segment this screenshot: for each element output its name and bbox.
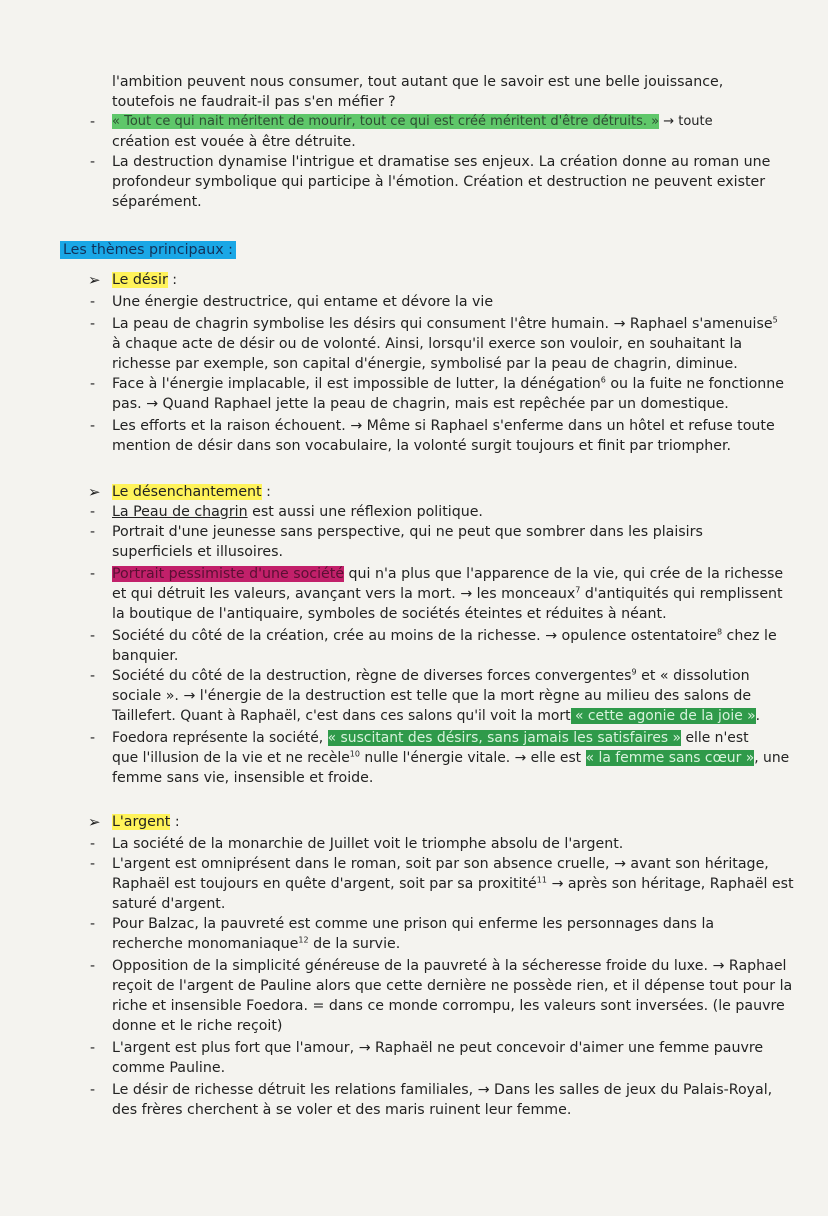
desir-line-5: Face à l'énergie implacable, il est impossible de lutter, la dénégation$^6$ ou la fuite ne fonctionne — [112, 375, 785, 392]
desir-line-1: Une énergie destructrice, qui entame et dévore la vie — [112, 294, 494, 310]
argent-line-13: Le désir de richesse détruit les relations familiales, → Dans les salles de jeux du Palais-Royal, — [112, 1082, 773, 1098]
desench-line-7: Société du côté de la création, crée au moins de la richesse. → opulence ostentatoire$^8$ chez le — [112, 627, 777, 644]
intro-line-7: séparément. — [112, 194, 202, 210]
dash-icon: - — [90, 916, 96, 932]
argent-line-12: comme Pauline. — [112, 1060, 226, 1076]
argent-line-2: L'argent est omniprésent dans le roman, soit par son absence cruelle, → avant son héritage, — [112, 856, 769, 872]
dash-icon: - — [90, 316, 96, 332]
argent-line-1: La société de la monarchie de Juillet voit le triomphe absolu de l'argent. — [112, 836, 624, 852]
desench-line-5: et qui détruit les valeurs, avançant vers la mort. → les monceaux$^7$ d'antiquités qui remplissent — [112, 585, 783, 602]
arrowhead-icon: ➢ — [88, 813, 101, 831]
desench-line-9: Société du côté de la destruction, règne de diverses forces convergentes$^9$ et « dissolution — [112, 667, 750, 684]
desench-line-4: Portrait pessimiste d'une société qui n'a plus que l'apparence de la vie, qui crée de la richesse — [112, 566, 784, 582]
section-title: Les thèmes principaux : — [60, 240, 236, 260]
desench-line-1: La Peau de chagrin est aussi une réflexion politique. — [112, 504, 483, 520]
argent-line-10: donne et le riche reçoit) — [112, 1018, 283, 1034]
dash-icon: - — [90, 504, 96, 520]
desir-line-8: mention de désir dans son vocabulaire, la volonté surgit toujours et finit par triompher. — [112, 438, 732, 454]
quote-highlight: « Tout ce qui nait méritent de mourir, tout ce qui est créé méritent d'être détruits. » — [112, 114, 660, 129]
desench-line-3: superficiels et illusoires. — [112, 544, 283, 560]
quote-highlight: « la femme sans cœur » — [585, 750, 755, 766]
intro-line-2: toutefois ne faudrait-il pas s'en méfier ? — [112, 94, 396, 110]
desir-heading: Le désir : — [112, 272, 178, 288]
desir-line-6: pas. → Quand Raphael jette la peau de chagrin, mais est repêchée par un domestique. — [112, 396, 729, 412]
desench-line-2: Portrait d'une jeunesse sans perspective, qui ne peut que sombrer dans les plaisirs — [112, 524, 703, 540]
desir-line-3: à chaque acte de désir ou de volonté. Ainsi, lorsqu'il exerce son vouloir, en souhaitant la — [112, 336, 743, 352]
argent-heading: L'argent : — [112, 814, 180, 830]
dash-icon: - — [90, 566, 96, 582]
intro-line-4: création est vouée à être détruite. — [112, 134, 356, 150]
quote-highlight: « suscitant des désirs, sans jamais les satisfaires » — [327, 730, 682, 746]
dash-icon: - — [90, 628, 96, 644]
intro-quote-line: « Tout ce qui nait méritent de mourir, tout ce qui est créé méritent d'être détruits. » → toute — [112, 114, 713, 129]
desir-line-2: La peau de chagrin symbolise les désirs qui consument l'être humain. → Raphael s'amenuise$^5$ — [112, 315, 778, 332]
desir-line-7: Les efforts et la raison échouent. → Même si Raphael s'enferme dans un hôtel et refuse toute — [112, 418, 775, 434]
dash-icon: - — [90, 154, 96, 170]
desench-line-13: que l'illusion de la vie et ne recèle$^{10}$ nulle l'énergie vitale. → elle est « la femme sans cœur », une — [112, 749, 790, 766]
argent-line-4: saturé d'argent. — [112, 896, 226, 912]
desenchantement-heading: Le désenchantement : — [112, 484, 271, 500]
dash-icon: - — [90, 524, 96, 540]
argent-line-8: reçoit de l'argent de Pauline alors que cette dernière ne possède rien, et il dépense tout pour la — [112, 978, 793, 994]
argent-line-11: L'argent est plus fort que l'amour, → Raphaël ne peut concevoir d'aimer une femme pauvre — [112, 1040, 764, 1056]
dash-icon: - — [90, 1082, 96, 1098]
argent-line-5: Pour Balzac, la pauvreté est comme une prison qui enferme les personnages dans la — [112, 916, 715, 932]
argent-line-6: recherche monomaniaque$^{12}$ de la survie. — [112, 935, 401, 952]
desir-line-4: richesse par exemple, son capital d'énergie, symbolisé par la peau de chagrin, diminue. — [112, 356, 738, 372]
dash-icon: - — [90, 294, 96, 310]
desench-line-6: la boutique de l'antiquaire, symboles de sociétés éteintes et réduites à néant. — [112, 606, 667, 622]
desench-line-12: Foedora représente la société, « suscitant des désirs, sans jamais les satisfaires » elle n'est — [112, 730, 749, 746]
dash-icon: - — [90, 958, 96, 974]
dash-icon: - — [90, 856, 96, 872]
dash-icon: - — [90, 1040, 96, 1056]
desench-line-8: banquier. — [112, 648, 179, 664]
dash-icon: - — [90, 376, 96, 392]
arrowhead-icon: ➢ — [88, 271, 101, 289]
dash-icon: - — [90, 836, 96, 852]
intro-line-1: l'ambition peuvent nous consumer, tout autant que le savoir est une belle jouissance, — [112, 74, 724, 90]
quote-highlight: « cette agonie de la joie » — [570, 708, 756, 724]
desench-line-14: femme sans vie, insensible et froide. — [112, 770, 374, 786]
argent-line-9: riche et insensible Foedora. = dans ce monde corrompu, les valeurs sont inversées. (le pauvre — [112, 998, 785, 1014]
desench-line-10: sociale ». → l'énergie de la destruction est telle que la mort règne au milieu des salons de — [112, 688, 752, 704]
intro-line-5: La destruction dynamise l'intrigue et dramatise ses enjeux. La création donne au roman une — [112, 154, 771, 170]
dash-icon: - — [90, 114, 96, 130]
arrowhead-icon: ➢ — [88, 483, 101, 501]
argent-line-7: Opposition de la simplicité généreuse de la pauvreté à la sécheresse froide du luxe. → Raphael — [112, 958, 787, 974]
argent-line-3: Raphaël est toujours en quête d'argent, soit par sa proxitité$^{11}$ → après son héritage, Raphaël est — [112, 875, 794, 892]
dash-icon: - — [90, 668, 96, 684]
desench-line-11: Taillefert. Quant à Raphaël, c'est dans ces salons qu'il voit la mort « cette agonie de la joie ». — [112, 708, 761, 724]
dash-icon: - — [90, 730, 96, 746]
intro-line-6: profondeur symbolique qui participe à l'émotion. Création et destruction ne peuvent exister — [112, 174, 766, 190]
argent-line-14: des frères cherchent à se voler et des maris ruinent leur femme. — [112, 1102, 572, 1118]
dash-icon: - — [90, 418, 96, 434]
